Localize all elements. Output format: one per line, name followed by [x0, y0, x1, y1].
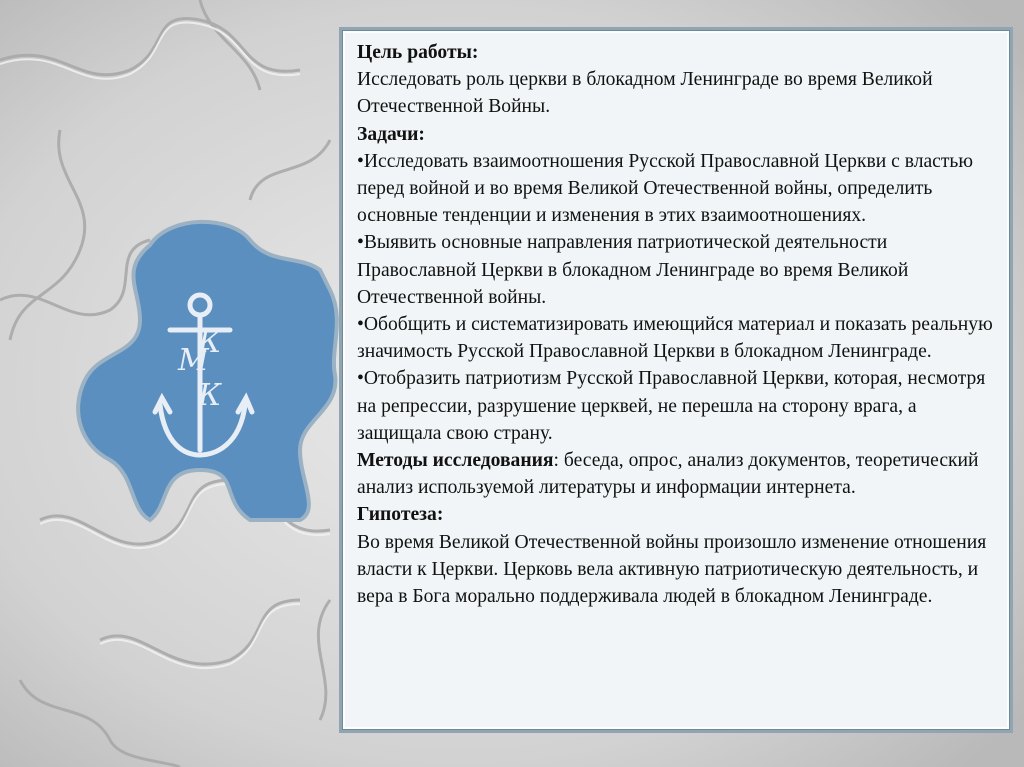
hypothesis-heading: Гипотеза:	[357, 504, 444, 526]
svg-text:К: К	[198, 378, 222, 413]
tasks-heading: Задачи:	[357, 123, 425, 145]
goal-text: Исследовать роль церкви в блокадном Ленинграде во время Великой Отечественной Войны.	[357, 69, 933, 118]
methods-heading: Методы исследования	[357, 450, 554, 472]
text-panel	[339, 27, 1013, 733]
slide-text	[357, 39, 997, 610]
task-item: •Выявить основные направления патриотической деятельности Православной Церкви в блокадном Ленинграде во время Великой Отечественной войны.	[357, 232, 909, 308]
methods-text: : беседа, опрос, анализ документов, теоретический анализ используемой литературы и информации интернета.	[357, 450, 979, 499]
svg-text:М: М	[178, 343, 209, 378]
goal-heading: Цель работы:	[357, 42, 479, 63]
task-item: •Исследовать взаимоотношения Русской Православной Церкви с властью перед войной и во время Великой Отечественной войны, определить основные тенденции и изменения в этих взаимоотношениях.	[357, 150, 974, 227]
task-item: •Обобщить и систематизировать имеющийся материал и показать реальную значимость Русской Православной Церкви в блокадном Ленинграде.	[357, 314, 993, 363]
task-item: •Отобразить патриотизм Русской Православной Церкви, которая, несмотря на репрессии, разрушение церквей, не перешла на сторону врага, а защищала свою страну.	[357, 368, 986, 444]
text-panel-inner	[343, 31, 1009, 729]
svg-text:К: К	[198, 325, 222, 360]
hypothesis-text: Во время Великой Отечественной войны произошло изменение отношения власти к Церкви. Церковь вела активную патриотическую деятельность, и вера в Бога морально поддерживала людей в блокадном Ленинграде.	[357, 531, 987, 608]
